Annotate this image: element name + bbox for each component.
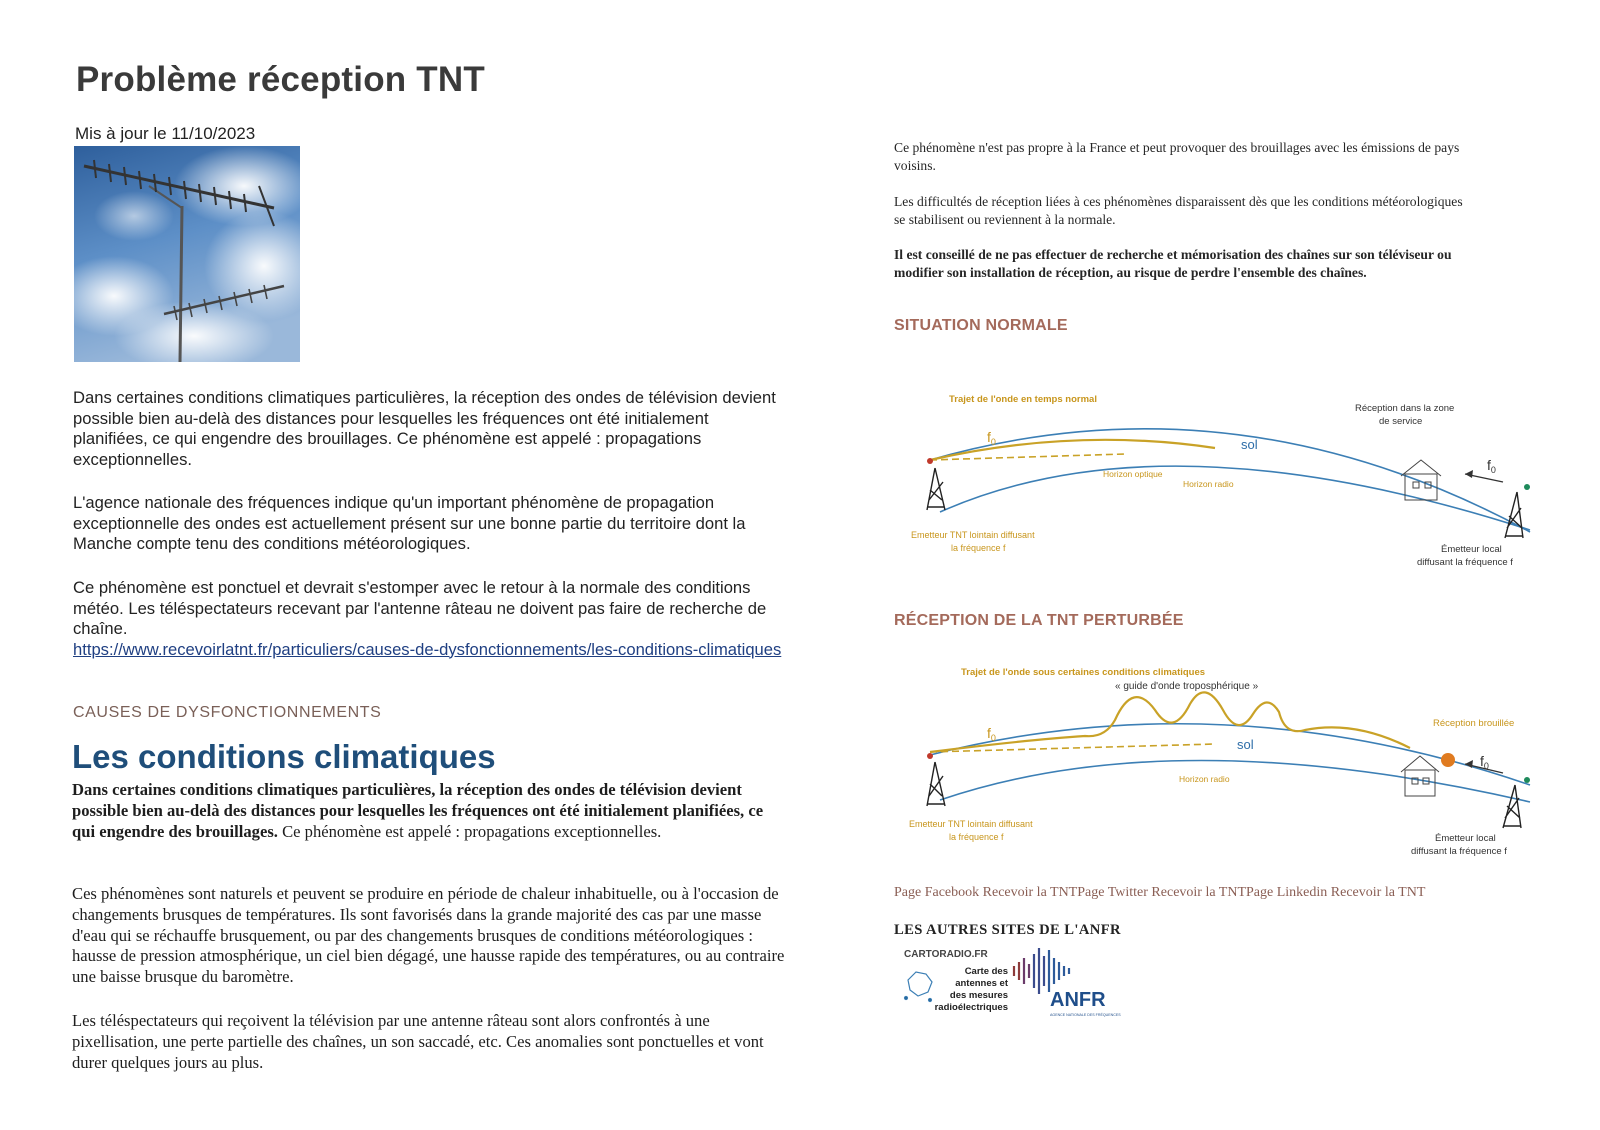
house-icon	[1401, 756, 1439, 796]
anfr-subtitle: AGENCE NATIONALE DES FRÉQUENCES	[1050, 1013, 1121, 1017]
interference-burst-icon	[1441, 753, 1455, 767]
f0-label-far: $f_0$	[987, 429, 996, 447]
wave-path-line	[930, 440, 1215, 460]
section-title-perturbed: RÉCEPTION DE LA TNT PERTURBÉE	[894, 612, 1184, 629]
social-links[interactable]: Page Facebook Recevoir la TNTPage Twitter Recevoir la TNTPage Linkedin Recevoir la TNT	[894, 885, 1426, 900]
radio-horizon-label: Horizon radio	[1183, 479, 1234, 489]
cartoradio-line-2: antennes et	[955, 978, 1008, 989]
tropospheric-wave-path	[930, 692, 1410, 752]
local-transmitter-icon	[1503, 785, 1521, 828]
cartoradio-anfr-logo[interactable]	[900, 944, 1140, 1024]
ground-label: sol	[1237, 737, 1254, 752]
update-date: Mis à jour le 11/10/2023	[75, 124, 256, 143]
other-sites-heading: LES AUTRES SITES DE L'ANFR	[894, 922, 1121, 938]
far-transmitter-label-2: la fréquence f	[949, 832, 1004, 842]
far-transmitter-dot	[927, 753, 933, 759]
right-paragraph-2: Les difficultés de réception liées à ces phénomènes disparaissent dès que les conditions météorologiques se stabilisent ou reviennent à la normale.	[894, 194, 1463, 227]
normal-propagation-diagram	[905, 382, 1545, 582]
f0-label-local: $f_0$	[1487, 457, 1496, 475]
article-paragraph-1-bold: Dans certaines conditions climatiques particulières, la réception des ondes de télévision devient possible bien au-delà des distances pour lesquelles les fréquences ont été initialement planifiées, ce qui engendre des brouillages.	[72, 780, 764, 841]
ground-label: sol	[1241, 437, 1258, 452]
section-title-normal: SITUATION NORMALE	[894, 317, 1068, 334]
page-title: Problème réception TNT	[76, 60, 485, 99]
right-paragraph-3-warning: Il est conseillé de ne pas effectuer de recherche et mémorisation des chaînes sur son téléviseur ou modifier son installation de réception, au risque de perdre l'ensemble des chaînes.	[894, 247, 1452, 280]
local-transmitter-icon	[1505, 492, 1523, 538]
signal-wave-icon	[1014, 948, 1069, 994]
article-paragraph-1	[72, 780, 787, 842]
perturbed-propagation-diagram	[905, 660, 1545, 860]
intro-paragraph-3: Ce phénomène est ponctuel et devrait s'estomper avec le retour à la normale des conditions météo. Les téléspectateurs recevant par l'antenne râteau ne doivent pas faire de recherche de chaîne.	[73, 578, 767, 638]
france-map-icon	[905, 972, 933, 1002]
intro-paragraph-3-block	[73, 578, 783, 660]
local-transmitter-dot	[1524, 484, 1530, 490]
local-transmitter-label-1: Émetteur local	[1435, 833, 1496, 844]
f0-label-local: $f_0$	[1480, 753, 1489, 771]
local-transmitter-dot	[1524, 777, 1530, 783]
far-transmitter-dot	[927, 458, 933, 464]
intro-paragraph-2: L'agence nationale des fréquences indique qu'un important phénomène de propagation exceptionnelle des ondes est actuellement présent sur une bonne partie du territoire dont la Manche compte tenu des conditions météorologiques.	[73, 493, 746, 553]
jammed-reception-label: Réception brouillée	[1433, 718, 1515, 729]
wave-path-label: Trajet de l'onde en temps normal	[949, 394, 1097, 405]
local-transmitter-label-2: diffusant la fréquence f	[1417, 557, 1513, 568]
cartoradio-line-4: radioélectriques	[934, 1002, 1008, 1013]
right-paragraph-1: Ce phénomène n'est pas propre à la France et peut provoquer des brouillages avec les émissions de pays voisins.	[894, 140, 1460, 173]
intro-paragraph-1: Dans certaines conditions climatiques particulières, la réception des ondes de télévision devient possible bien au-delà des distances pour lesquelles les fréquences ont été initialement planifiées, ce qui engendre des brouillages. Ce phénomène est appelé : propagations exceptionnelles.	[73, 388, 776, 469]
far-transmitter-icon	[927, 468, 945, 510]
article-paragraph-1-rest: Ce phénomène est appelé : propagations exceptionnelles.	[277, 821, 662, 841]
category-label: CAUSES DE DYSFONCTIONNEMENTS	[73, 704, 382, 721]
wave-path-label: Trajet de l'onde sous certaines conditions climatiques	[961, 667, 1206, 678]
local-transmitter-label-2: diffusant la fréquence f	[1411, 846, 1507, 857]
far-transmitter-label-1: Emetteur TNT lointain diffusant	[911, 530, 1035, 540]
climate-conditions-link[interactable]: https://www.recevoirlatnt.fr/particuliers/causes-de-dysfonctionnements/les-conditions-climatiques	[73, 639, 782, 659]
cartoradio-title: CARTORADIO.FR	[904, 949, 988, 960]
section-heading: Les conditions climatiques	[72, 738, 496, 775]
antenna-photo	[74, 146, 300, 362]
article-paragraph-2: Ces phénomènes sont naturels et peuvent se produire en période de chaleur inhabituelle, ou à l'occasion de changements brusques de températures. Ils sont favorisés dans la grande majorité des cas par une masse d'eau qui se réchauffe brusquement, ou par des changements brusques de conditions météorologiques : hausse de pression atmosphérique, un ciel bien dégagé, une hausse rapide des températures, ou au contraire une baisse brusque du baromètre.	[72, 884, 785, 987]
f0-label-far: $f_0$	[987, 725, 996, 743]
anfr-wordmark: ANFR	[1050, 989, 1106, 1011]
cartoradio-line-1: Carte des	[964, 966, 1008, 977]
earth-surface-line	[940, 466, 1530, 530]
optical-horizon-label: Horizon optique	[1103, 469, 1163, 479]
earth-surface-line	[940, 760, 1530, 802]
article-paragraph-3: Les téléspectateurs qui reçoivent la télévision par une antenne râteau sont alors confrontés à une pixellisation, une perte partielle des chaînes, un son saccadé, etc. Ces anomalies sont ponctuelles et vont durer quelques jours au plus.	[72, 1011, 764, 1072]
cartoradio-line-3: des mesures	[949, 990, 1008, 1001]
local-transmitter-label-1: Émetteur local	[1441, 544, 1502, 555]
reception-zone-label-2: de service	[1379, 416, 1423, 427]
house-icon	[1401, 460, 1441, 500]
reception-zone-label: Réception dans la zone	[1355, 403, 1455, 414]
ground-curve	[930, 724, 1530, 785]
far-transmitter-label-1: Emetteur TNT lointain diffusant	[909, 819, 1033, 829]
guide-label: « guide d'onde troposphérique »	[1115, 681, 1259, 692]
far-transmitter-label-2: la fréquence f	[951, 543, 1006, 553]
radio-horizon-label: Horizon radio	[1179, 774, 1230, 784]
